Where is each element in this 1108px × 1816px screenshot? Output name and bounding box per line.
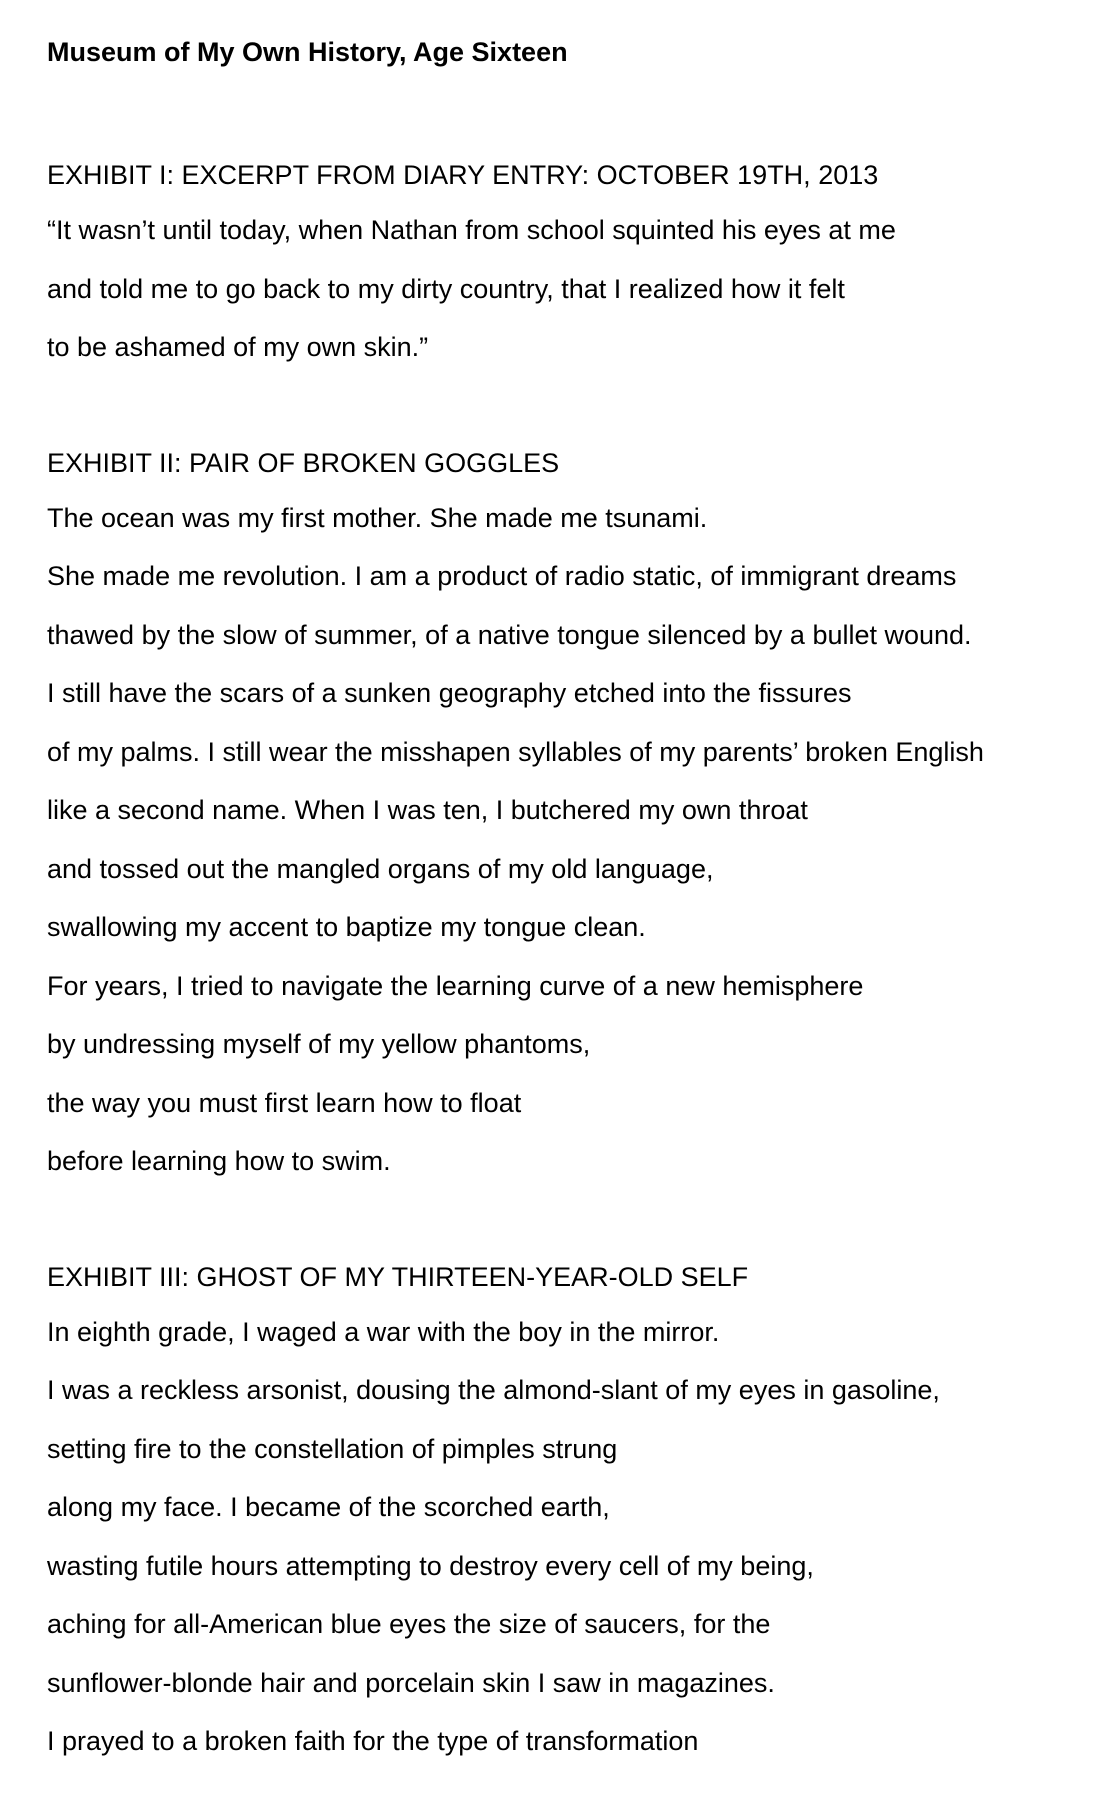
exhibit-3-line: sunflower-blonde hair and porcelain skin I saw in magazines. [47, 1667, 775, 1698]
exhibit-1 [47, 149, 1087, 377]
exhibit-2-line: She made me revolution. I am a product of radio static, of immigrant dreams [47, 561, 957, 591]
exhibit-3-line: aching for all-American blue eyes the size of saucers, for the [47, 1609, 771, 1639]
exhibit-1-heading: EXHIBIT I: EXCERPT FROM DIARY ENTRY: OCTOBER 19TH, 2013 [47, 160, 879, 190]
exhibit-1-line: to be ashamed of my own skin.” [47, 332, 429, 362]
poem-title: Museum of My Own History, Age Sixteen [47, 37, 568, 67]
exhibit-3 [47, 1251, 1087, 1771]
exhibit-3-line: I was a reckless arsonist, dousing the almond-slant of my eyes in gasoline, [47, 1375, 940, 1405]
exhibit-3-line: wasting futile hours attempting to destroy every cell of my being, [47, 1550, 814, 1581]
exhibit-2-line: before learning how to swim. [47, 1146, 391, 1176]
poem-page [47, 30, 1087, 1771]
exhibit-2-line: I still have the scars of a sunken geography etched into the fissures [47, 678, 852, 708]
exhibit-2-line: like a second name. When I was ten, I butchered my own throat [47, 795, 808, 825]
exhibit-2-heading: EXHIBIT II: PAIR OF BROKEN GOGGLES [47, 447, 560, 478]
exhibit-3-line: setting fire to the constellation of pimples strung [47, 1433, 618, 1464]
exhibit-2-line: The ocean was my first mother. She made me tsunami. [47, 502, 708, 533]
exhibit-3-heading: EXHIBIT III: GHOST OF MY THIRTEEN-YEAR-OLD SELF [47, 1261, 749, 1292]
exhibit-2-line: and tossed out the mangled organs of my old language, [47, 853, 714, 884]
exhibit-1-line: “It wasn’t until today, when Nathan from school squinted his eyes at me [47, 215, 896, 245]
exhibit-2-line: of my palms. I still wear the misshapen syllables of my parents’ broken English [47, 736, 984, 767]
exhibit-3-line: I prayed to a broken faith for the type of transformation [47, 1726, 699, 1756]
exhibit-2 [47, 437, 1087, 1191]
exhibit-3-line: In eighth grade, I waged a war with the boy in the mirror. [47, 1316, 720, 1347]
exhibit-2-line: For years, I tried to navigate the learning curve of a new hemisphere [47, 970, 864, 1001]
exhibit-2-line: the way you must first learn how to float [47, 1087, 522, 1118]
exhibit-2-line: thawed by the slow of summer, of a native tongue silenced by a bullet wound. [47, 619, 972, 650]
exhibit-2-line: by undressing myself of my yellow phantoms, [47, 1029, 591, 1059]
exhibit-1-line: and told me to go back to my dirty country, that I realized how it felt [47, 273, 845, 304]
exhibit-2-line: swallowing my accent to baptize my tongue clean. [47, 912, 646, 942]
exhibit-3-line: along my face. I became of the scorched earth, [47, 1492, 610, 1522]
